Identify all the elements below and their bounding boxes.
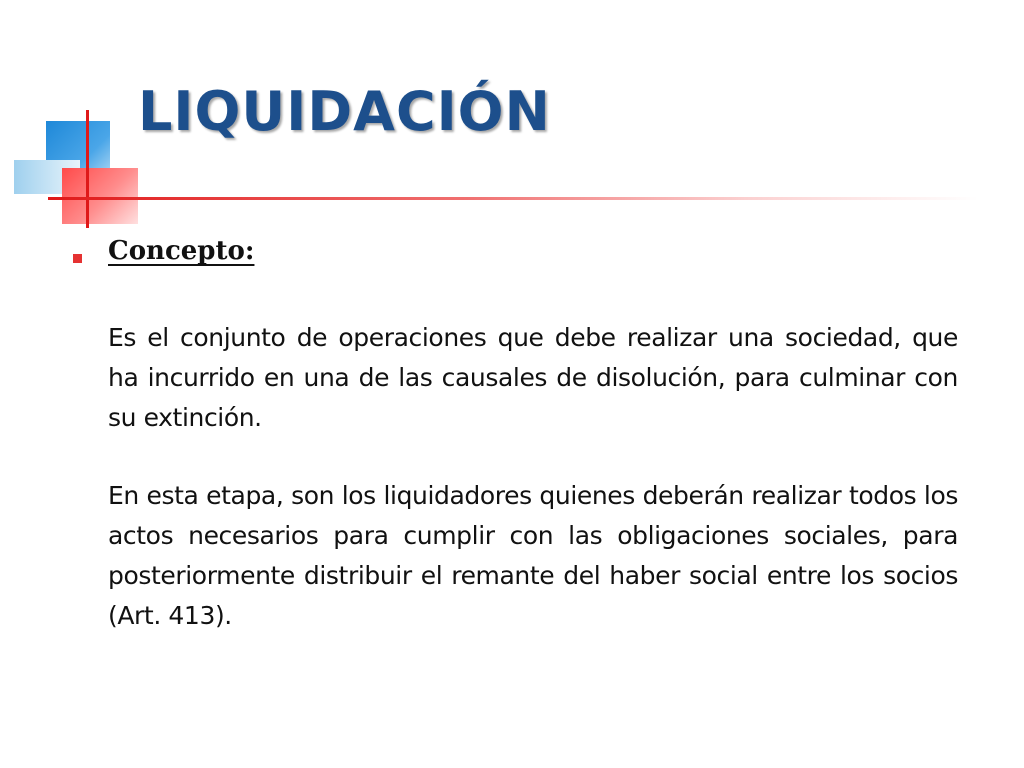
decorative-vertical-line [86, 110, 89, 228]
slide-title: LIQUIDACIÓN [138, 80, 551, 143]
definition-paragraph: Es el conjunto de operaciones que debe realizar una sociedad, que ha incurrido en una de las causales de disolución, para culminar con su extinción. [108, 323, 958, 432]
bullet-square-icon [73, 254, 82, 263]
title-underline-rule [48, 197, 978, 200]
liquidators-paragraph: En esta etapa, son los liquidadores quienes deberán realizar todos los actos necesarios para cumplir con las obligaciones sociales, para posteriormente distribuir el remante del haber social entre los socios (Art. 413). [108, 481, 958, 630]
concept-heading: Concepto: [108, 236, 255, 266]
decorative-red-square [62, 168, 138, 224]
